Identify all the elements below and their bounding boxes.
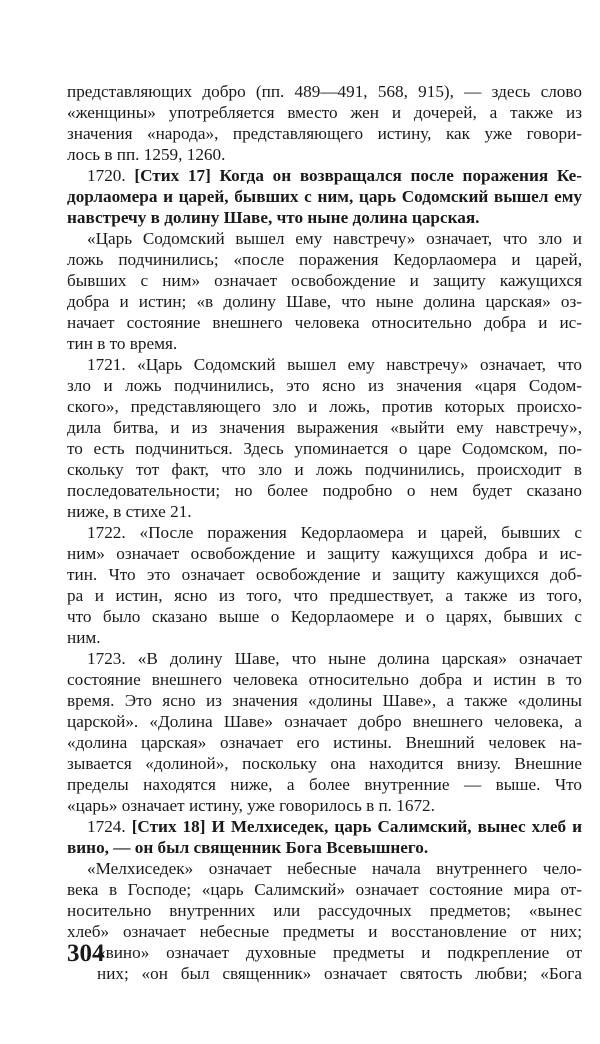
text-line — [67, 900, 582, 921]
text-segment: то есть подчиниться. Здесь упоминается о царе Содомском, по- — [67, 439, 582, 458]
text-line — [67, 963, 582, 984]
text-line — [67, 228, 582, 249]
text-segment: 1723. «В долину Шаве, что ныне долина царская» означает — [87, 649, 582, 668]
text-line — [67, 144, 582, 165]
text-segment: «женщины» употребляется вместо жен и дочерей, а также из — [67, 103, 582, 122]
bold-verse-text: навстречу в долину Шаве, что ныне долина царская. — [67, 208, 480, 227]
text-segment: ним. — [67, 628, 101, 647]
text-line — [67, 186, 582, 207]
text-line — [67, 207, 582, 228]
text-segment: ского», представляющего зло и ложь, против которых происхо- — [67, 397, 582, 416]
text-segment: 1722. «После поражения Кедорлаомера и царей, бывших с — [87, 523, 582, 542]
text-line — [67, 417, 582, 438]
text-line — [67, 585, 582, 606]
text-segment: зывается «долиной», поскольку она находится внизу. Внешние — [67, 754, 582, 773]
text-segment: ним» означает освобождение и защиту кажущихся добра и ис- — [67, 544, 582, 563]
text-segment: 1721. «Царь Содомский вышел ему навстречу» означает, что — [87, 355, 582, 374]
text-segment: «Мелхиседек» означает небесные начала внутреннего чело- — [87, 859, 582, 878]
text-segment: лось в пп. 1259, 1260. — [67, 145, 226, 164]
bold-verse-text: вино, — он был священник Бога Всевышнего. — [67, 838, 429, 857]
text-line — [67, 669, 582, 690]
text-line — [67, 375, 582, 396]
text-line — [67, 879, 582, 900]
text-segment: ложь подчинились; «после поражения Кедорлаомера и царей, — [67, 250, 582, 269]
text-segment: последовательности; но более подробно о нем будет сказано — [67, 481, 582, 500]
text-segment: бывших с ним» означает освобождение и защиту кажущихся — [67, 271, 582, 290]
text-segment: «царь» означает истину, уже говорилось в п. 1672. — [67, 796, 435, 815]
text-line — [67, 312, 582, 333]
page-body-text — [67, 81, 582, 984]
text-segment: «долина царская» означает его истины. Внешний человек на- — [67, 733, 582, 752]
text-line — [67, 249, 582, 270]
text-line — [67, 942, 582, 963]
text-segment: время. Это ясно из значения «долины Шаве», а также «долины — [67, 691, 582, 710]
text-segment: зло и ложь подчинились, это ясно из значения «царя Содом- — [67, 376, 582, 395]
text-line — [67, 438, 582, 459]
text-segment: добра и истин; «в долину Шаве, что ныне долина царская» оз- — [67, 292, 582, 311]
text-segment: века в Господе; «царь Салимский» означает состояние мира от- — [67, 880, 582, 899]
text-segment: начает состояние внешнего человека относительно добра и ис- — [67, 313, 582, 332]
text-line — [67, 606, 582, 627]
text-segment: хлеб» означает небесные предметы и восстановление от них; — [67, 922, 582, 941]
bold-verse-text: [Стих 17] Когда он возвращался после поражения Ке- — [134, 166, 582, 185]
text-line — [67, 459, 582, 480]
text-segment: 1720. — [87, 166, 135, 185]
text-line — [67, 270, 582, 291]
bold-verse-text: дорлаомера и царей, бывших с ним, царь Содомский вышел ему — [67, 187, 582, 206]
text-line — [67, 165, 582, 186]
text-line — [67, 291, 582, 312]
text-line — [67, 543, 582, 564]
text-line — [67, 690, 582, 711]
text-line — [67, 858, 582, 879]
text-line — [67, 816, 582, 837]
text-line — [67, 732, 582, 753]
text-segment: скольку тот факт, что зло и ложь подчинились, происходит в — [67, 460, 582, 479]
text-segment: тин в то время. — [67, 334, 178, 353]
text-segment: ниже, в стихе 21. — [67, 502, 192, 521]
text-line — [67, 711, 582, 732]
text-line — [67, 123, 582, 144]
text-segment: состояние внешнего человека относительно добра и истин в то — [67, 670, 582, 689]
text-segment: представляющих добро (пп. 489—491, 568, 915), — здесь слово — [67, 82, 582, 101]
text-segment: тин. Что это означает освобождение и защиту кажущихся доб- — [67, 565, 582, 584]
text-line — [67, 753, 582, 774]
text-line — [67, 501, 582, 522]
text-line — [67, 648, 582, 669]
text-line — [67, 522, 582, 543]
text-line — [67, 396, 582, 417]
text-line — [67, 354, 582, 375]
text-segment: значения «народа», представляющего истину, как уже говори- — [67, 124, 582, 143]
text-line — [67, 564, 582, 585]
text-segment: что было сказано выше о Кедорлаомере и о царях, бывших с — [67, 607, 582, 626]
text-line — [67, 627, 582, 648]
text-segment: ра и истин, ясно из того, что предшествует, а также из того, — [67, 586, 582, 605]
text-line — [67, 333, 582, 354]
text-segment: «вино» означает духовные предметы и подкрепление от — [97, 943, 582, 962]
text-line — [67, 837, 582, 858]
page-number: 304 — [67, 940, 105, 967]
text-line — [67, 921, 582, 942]
text-line — [67, 480, 582, 501]
text-segment: носительно внутренних или рассудочных предметов; «вынес — [67, 901, 582, 920]
text-segment: них; «он был священник» означает святость любви; «Бога — [97, 964, 582, 983]
text-line — [67, 102, 582, 123]
text-segment: пределы находятся ниже, а более внутренние — выше. Что — [67, 775, 582, 794]
text-line — [67, 81, 582, 102]
text-segment: 1724. — [87, 817, 132, 836]
text-segment: царской». «Долина Шаве» означает добро внешнего человека, а — [67, 712, 582, 731]
text-segment: дила битва, и из значения выражения «выйти ему навстречу», — [67, 418, 582, 437]
bold-verse-text: [Стих 18] И Мелхиседек, царь Салимский, вынес хлеб и — [131, 817, 582, 836]
text-line — [67, 795, 582, 816]
text-line — [67, 774, 582, 795]
text-segment: «Царь Содомский вышел ему навстречу» означает, что зло и — [87, 229, 582, 248]
